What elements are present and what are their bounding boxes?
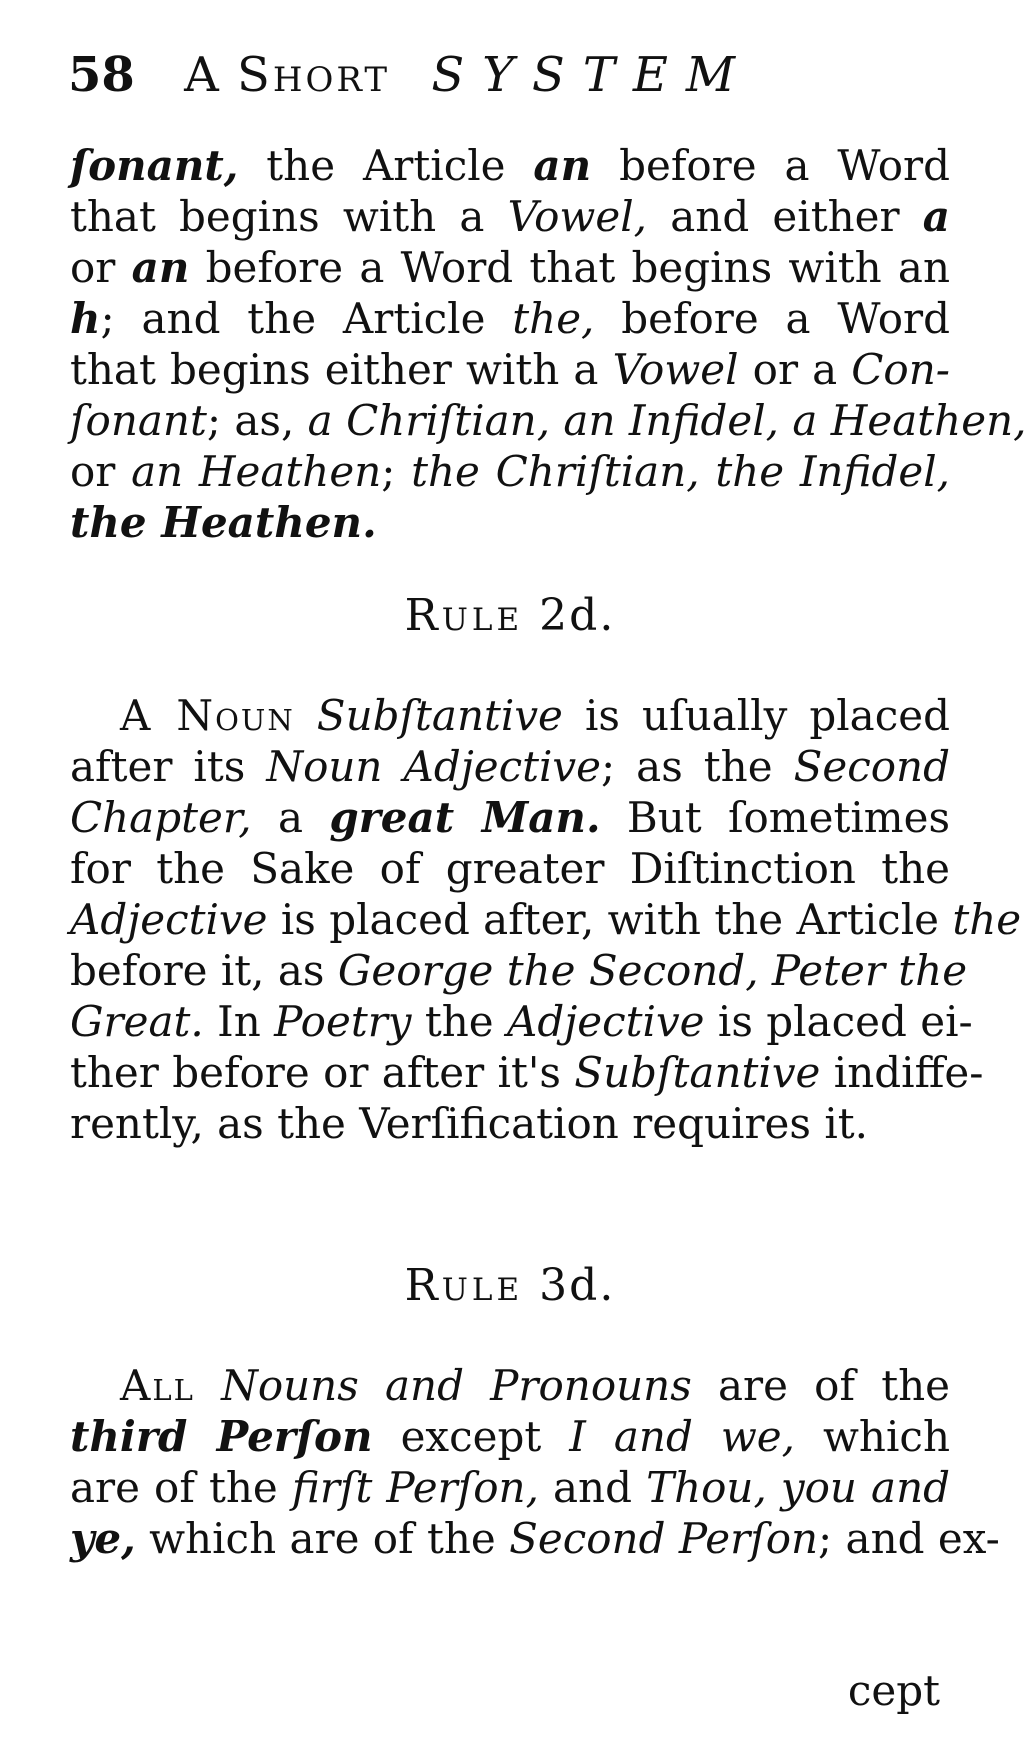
- running-title-short: Short: [237, 47, 391, 103]
- running-title-system: SYSTEM: [431, 47, 754, 103]
- text-line: that begins either with a Vowel or a Con-: [70, 345, 950, 394]
- paragraph-rule-2: [70, 690, 1022, 1149]
- running-title-article: A: [184, 47, 222, 103]
- text-line: h; and the Article the, before a Word: [70, 294, 950, 343]
- text-line: that begins with a Vowel, and either a: [70, 192, 950, 241]
- text-line: ye, which are of the Second Perſon; and ex-: [70, 1514, 1000, 1563]
- text-line: are of the firſt Perſon, and Thou, you and: [70, 1463, 951, 1512]
- text-line: or an before a Word that begins with an: [70, 243, 950, 292]
- text-line: ſonant, the Article an before a Word: [70, 141, 950, 190]
- text-line: the Heathen.: [70, 498, 377, 547]
- rule-2-heading: Rule 2d.: [404, 590, 616, 641]
- text-line: or an Heathen; the Chriſtian, the Infidel,: [70, 447, 950, 496]
- text-line: before it, as George the Second, Peter the: [70, 946, 968, 995]
- text-line: Adjective is placed after, with the Article the: [70, 895, 1022, 944]
- text-line: Great. In Poetry the Adjective is placed ei-: [70, 997, 973, 1046]
- text-line: third Perſon except I and we, which: [70, 1412, 950, 1461]
- text-line: All Nouns and Pronouns are of the: [120, 1361, 951, 1410]
- text-line: for the Sake of greater Diſtinction the: [70, 844, 950, 893]
- text-line: after its Noun Adjective; as the Second: [70, 742, 950, 791]
- rule-3-heading: Rule 3d.: [404, 1260, 616, 1311]
- text-line: Chapter, a great Man. But ſometimes: [70, 793, 951, 842]
- text-line: ſonant; as, a Chriſtian, an Infidel, a Heathen,: [70, 396, 1026, 445]
- catchword: cept: [847, 1666, 940, 1715]
- running-head: [68, 40, 948, 110]
- text-line: rently, as the Verſification requires it.: [70, 1099, 868, 1148]
- page-number: 58: [68, 47, 135, 103]
- paragraph-articles: [70, 140, 1026, 548]
- text-line: A Noun Subſtantive is uſually placed: [120, 691, 950, 740]
- paragraph-rule-3: [70, 1360, 1000, 1564]
- text-line: ther before or after it's Subſtantive indiffe-: [70, 1048, 984, 1097]
